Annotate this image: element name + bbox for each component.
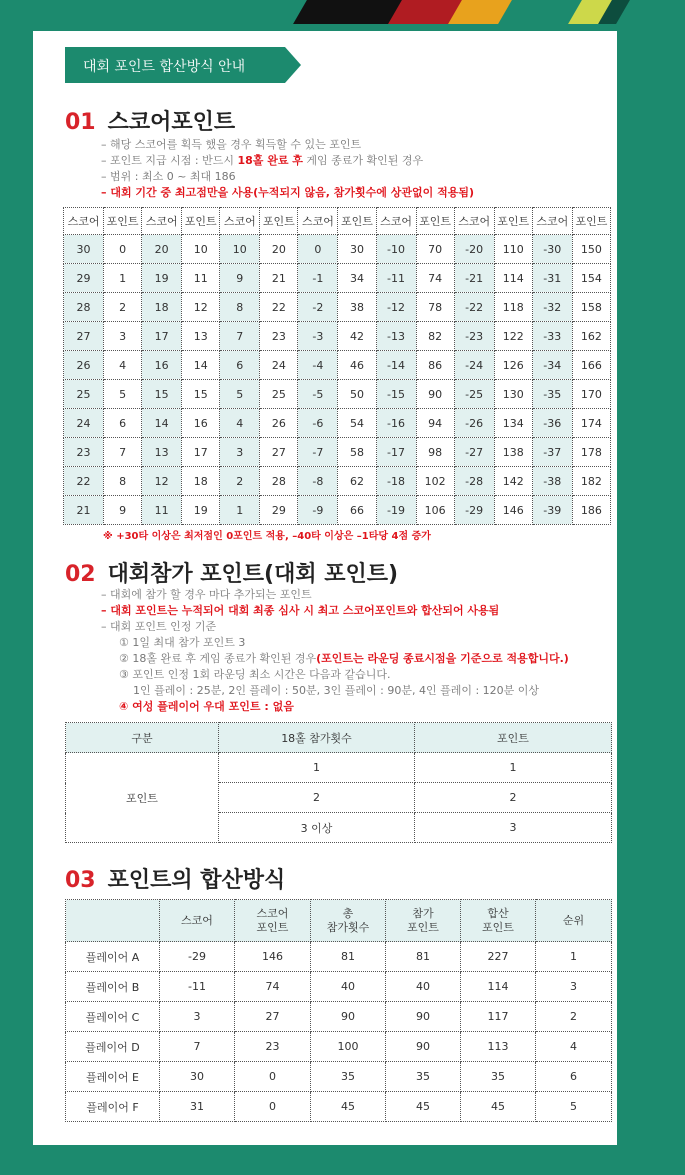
score-cell: -1 [298, 264, 338, 293]
score-cell: -39 [532, 496, 572, 525]
score-cell: 4 [220, 409, 260, 438]
score-cell: -21 [454, 264, 494, 293]
point-cell: 82 [416, 322, 454, 351]
point-cell: 106 [416, 496, 454, 525]
score-cell: -5 [298, 380, 338, 409]
criteria-item: ③ 포인트 인정 1회 라운딩 최소 시간은 다음과 같습니다. [119, 668, 391, 681]
column-header: 총 참가횟수 [311, 900, 386, 942]
point-cell: 6 [104, 409, 142, 438]
score-cell: -35 [532, 380, 572, 409]
table-cell: 117 [461, 1002, 536, 1032]
table-row [64, 438, 611, 467]
score-cell: -31 [532, 264, 572, 293]
note: – 대회 포인트 인정 기준 [101, 620, 217, 633]
table-cell: -11 [160, 972, 235, 1002]
table-cell: 1 [536, 942, 612, 972]
score-cell: -18 [376, 467, 416, 496]
score-cell: -30 [532, 235, 572, 264]
point-cell: 62 [338, 467, 376, 496]
point-cell: 118 [494, 293, 532, 322]
score-cell: 10 [220, 235, 260, 264]
table-cell: 40 [311, 972, 386, 1002]
page-banner [65, 47, 297, 83]
section1-title: 01 스코어포인트 [65, 110, 236, 135]
column-header-score: 스코어 [64, 208, 104, 235]
column-header: 순위 [536, 900, 612, 942]
score-cell: -32 [532, 293, 572, 322]
column-header: 포인트 [415, 723, 612, 753]
score-cell: 18 [142, 293, 182, 322]
table-cell: 227 [461, 942, 536, 972]
point-cell: 74 [416, 264, 454, 293]
point-cell: 66 [338, 496, 376, 525]
table-cell: 27 [235, 1002, 311, 1032]
score-cell: 8 [220, 293, 260, 322]
score-cell: 15 [142, 380, 182, 409]
column-header-point: 포인트 [182, 208, 220, 235]
point-cell: 174 [572, 409, 610, 438]
score-cell: 26 [64, 351, 104, 380]
player-name: 플레이어 C [66, 1002, 160, 1032]
table-row [64, 467, 611, 496]
point-cell: 8 [104, 467, 142, 496]
column-header-empty [66, 900, 160, 942]
score-cell: 11 [142, 496, 182, 525]
score-cell: 29 [64, 264, 104, 293]
score-cell: -37 [532, 438, 572, 467]
note-red: – 대회 기간 중 최고점만을 사용(누적되지 않음, 참가횟수에 상관없이 적용됨) [101, 186, 474, 199]
point-cell: 16 [182, 409, 220, 438]
column-header-point: 포인트 [104, 208, 142, 235]
table-cell: 81 [311, 942, 386, 972]
point-cell: 42 [338, 322, 376, 351]
point-cell: 29 [260, 496, 298, 525]
point-cell: 30 [338, 235, 376, 264]
point-cell: 27 [260, 438, 298, 467]
note: – 범위 : 최소 0 ~ 최대 186 [101, 170, 236, 183]
table-cell: 35 [311, 1062, 386, 1092]
table-cell: 35 [386, 1062, 461, 1092]
point-cell: 24 [260, 351, 298, 380]
column-header-score: 스코어 [220, 208, 260, 235]
score-cell: -19 [376, 496, 416, 525]
section2-title: 02 대회참가 포인트(대회 포인트) [65, 562, 399, 587]
score-cell: 14 [142, 409, 182, 438]
point-cell: 18 [182, 467, 220, 496]
table-cell: 146 [235, 942, 311, 972]
table-cell: 5 [536, 1092, 612, 1122]
table-row [66, 753, 612, 783]
point-cell: 50 [338, 380, 376, 409]
point-cell: 170 [572, 380, 610, 409]
table-row [64, 409, 611, 438]
table-cell: 1 [219, 753, 415, 783]
point-cell: 142 [494, 467, 532, 496]
point-cell: 11 [182, 264, 220, 293]
table-cell: 45 [311, 1092, 386, 1122]
table-cell: 100 [311, 1032, 386, 1062]
point-cell: 58 [338, 438, 376, 467]
content-panel [33, 31, 617, 1145]
table-row [64, 235, 611, 264]
score-cell: -4 [298, 351, 338, 380]
table-cell: 1 [415, 753, 612, 783]
table-row [66, 1002, 612, 1032]
score-cell: 20 [142, 235, 182, 264]
point-cell: 14 [182, 351, 220, 380]
table-cell: 0 [235, 1092, 311, 1122]
point-cell: 17 [182, 438, 220, 467]
score-cell: -6 [298, 409, 338, 438]
score-cell: 16 [142, 351, 182, 380]
point-cell: 3 [104, 322, 142, 351]
point-cell: 23 [260, 322, 298, 351]
point-cell: 90 [416, 380, 454, 409]
table-cell: 81 [386, 942, 461, 972]
note: – 포인트 지급 시점 : 반드시 18홀 완료 후 게임 종료가 확인된 경우 [101, 154, 424, 167]
criteria-item: ② 18홀 완료 후 게임 종료가 확인된 경우(포인트는 라운딩 종료시점을 기준으로 적용합니다.) [119, 652, 569, 665]
table-cell: 90 [386, 1032, 461, 1062]
score-cell: 12 [142, 467, 182, 496]
point-cell: 19 [182, 496, 220, 525]
table-cell: 114 [461, 972, 536, 1002]
point-cell: 182 [572, 467, 610, 496]
column-header-score: 스코어 [142, 208, 182, 235]
score-cell: -17 [376, 438, 416, 467]
score-cell: -15 [376, 380, 416, 409]
table-row [64, 496, 611, 525]
player-name: 플레이어 A [66, 942, 160, 972]
note-red: – 대회 포인트는 누적되어 대회 최종 심사 시 최고 스코어포인트와 합산되어 사용됨 [101, 604, 500, 617]
point-cell: 186 [572, 496, 610, 525]
player-name: 플레이어 E [66, 1062, 160, 1092]
top-decoration [0, 0, 685, 24]
score-cell: -20 [454, 235, 494, 264]
point-cell: 2 [104, 293, 142, 322]
score-cell: -22 [454, 293, 494, 322]
point-cell: 1 [104, 264, 142, 293]
point-cell: 178 [572, 438, 610, 467]
table-cell: 3 [415, 813, 612, 843]
table-cell: 31 [160, 1092, 235, 1122]
point-cell: 21 [260, 264, 298, 293]
table-row [64, 264, 611, 293]
table-row [66, 1092, 612, 1122]
column-header-point: 포인트 [338, 208, 376, 235]
table-cell: 6 [536, 1062, 612, 1092]
table-row [66, 942, 612, 972]
score-cell: 2 [220, 467, 260, 496]
table-cell: 3 [160, 1002, 235, 1032]
column-header-score: 스코어 [454, 208, 494, 235]
score-cell: 5 [220, 380, 260, 409]
point-cell: 158 [572, 293, 610, 322]
column-header-score: 스코어 [376, 208, 416, 235]
table-cell: 2 [536, 1002, 612, 1032]
score-cell: 0 [298, 235, 338, 264]
point-cell: 70 [416, 235, 454, 264]
score-cell: -26 [454, 409, 494, 438]
point-cell: 54 [338, 409, 376, 438]
point-cell: 0 [104, 235, 142, 264]
column-header: 참가 포인트 [386, 900, 461, 942]
point-cell: 78 [416, 293, 454, 322]
table-cell: 7 [160, 1032, 235, 1062]
point-cell: 4 [104, 351, 142, 380]
section3-title: 03 포인트의 합산방식 [65, 868, 286, 893]
table-cell: 2 [415, 783, 612, 813]
score-cell: 21 [64, 496, 104, 525]
player-name: 플레이어 B [66, 972, 160, 1002]
score-cell: 1 [220, 496, 260, 525]
point-cell: 114 [494, 264, 532, 293]
table-cell: 74 [235, 972, 311, 1002]
table-cell: 3 [536, 972, 612, 1002]
table-cell: 23 [235, 1032, 311, 1062]
table-row [66, 1032, 612, 1062]
table-cell: 45 [461, 1092, 536, 1122]
score-cell: 25 [64, 380, 104, 409]
score-cell: 6 [220, 351, 260, 380]
table-cell: 113 [461, 1032, 536, 1062]
score-cell: -8 [298, 467, 338, 496]
score-cell: -25 [454, 380, 494, 409]
column-header-point: 포인트 [260, 208, 298, 235]
score-footnote: ※ +30타 이상은 최저점인 0포인트 적용, –40타 이상은 –1타당 4점 증가 [103, 531, 431, 542]
score-point-table [63, 207, 611, 525]
point-cell: 28 [260, 467, 298, 496]
point-cell: 162 [572, 322, 610, 351]
column-header-point: 포인트 [416, 208, 454, 235]
column-header: 스코어 [160, 900, 235, 942]
column-header: 합산 포인트 [461, 900, 536, 942]
score-cell: -36 [532, 409, 572, 438]
banner-title: 대회 포인트 합산방식 안내 [83, 59, 246, 75]
point-cell: 138 [494, 438, 532, 467]
point-cell: 9 [104, 496, 142, 525]
point-cell: 5 [104, 380, 142, 409]
score-cell: 9 [220, 264, 260, 293]
point-cell: 130 [494, 380, 532, 409]
score-cell: -3 [298, 322, 338, 351]
point-cell: 46 [338, 351, 376, 380]
score-cell: 30 [64, 235, 104, 264]
score-cell: -9 [298, 496, 338, 525]
score-cell: 28 [64, 293, 104, 322]
table-row [64, 380, 611, 409]
point-cell: 10 [182, 235, 220, 264]
row-label: 포인트 [66, 753, 219, 843]
note: – 해당 스코어를 획득 했을 경우 획득할 수 있는 포인트 [101, 138, 362, 151]
point-cell: 122 [494, 322, 532, 351]
point-cell: 22 [260, 293, 298, 322]
table-cell: 0 [235, 1062, 311, 1092]
score-cell: -7 [298, 438, 338, 467]
table-cell: 3 이상 [219, 813, 415, 843]
column-header-point: 포인트 [494, 208, 532, 235]
score-cell: 13 [142, 438, 182, 467]
point-cell: 166 [572, 351, 610, 380]
score-cell: -13 [376, 322, 416, 351]
point-cell: 86 [416, 351, 454, 380]
score-cell: -29 [454, 496, 494, 525]
score-cell: 27 [64, 322, 104, 351]
score-cell: -12 [376, 293, 416, 322]
point-cell: 7 [104, 438, 142, 467]
table-row [64, 322, 611, 351]
point-cell: 146 [494, 496, 532, 525]
table-cell: 2 [219, 783, 415, 813]
score-cell: -38 [532, 467, 572, 496]
point-cell: 154 [572, 264, 610, 293]
score-cell: 17 [142, 322, 182, 351]
score-cell: -28 [454, 467, 494, 496]
table-row [66, 972, 612, 1002]
point-cell: 34 [338, 264, 376, 293]
score-cell: -14 [376, 351, 416, 380]
point-cell: 20 [260, 235, 298, 264]
point-cell: 102 [416, 467, 454, 496]
table-cell: 35 [461, 1062, 536, 1092]
column-header-score: 스코어 [532, 208, 572, 235]
point-cell: 110 [494, 235, 532, 264]
point-cell: 12 [182, 293, 220, 322]
score-cell: -10 [376, 235, 416, 264]
score-cell: 19 [142, 264, 182, 293]
table-cell: 45 [386, 1092, 461, 1122]
score-cell: -24 [454, 351, 494, 380]
table-cell: -29 [160, 942, 235, 972]
column-header-point: 포인트 [572, 208, 610, 235]
score-cell: -16 [376, 409, 416, 438]
criteria-detail: 1인 플레이 : 25분, 2인 플레이 : 50분, 3인 플레이 : 90분, 4인 플레이 : 120분 이상 [133, 684, 540, 697]
point-cell: 15 [182, 380, 220, 409]
table-cell: 90 [386, 1002, 461, 1032]
score-cell: 23 [64, 438, 104, 467]
note: – 대회에 참가 할 경우 마다 추가되는 포인트 [101, 588, 312, 601]
score-cell: -11 [376, 264, 416, 293]
point-cell: 13 [182, 322, 220, 351]
score-cell: -33 [532, 322, 572, 351]
point-cell: 134 [494, 409, 532, 438]
sum-method-table [65, 899, 612, 1122]
score-cell: 3 [220, 438, 260, 467]
score-cell: -2 [298, 293, 338, 322]
point-cell: 94 [416, 409, 454, 438]
table-cell: 4 [536, 1032, 612, 1062]
table-cell: 30 [160, 1062, 235, 1092]
column-header: 스코어 포인트 [235, 900, 311, 942]
score-cell: 7 [220, 322, 260, 351]
participation-point-table [65, 722, 612, 843]
score-cell: -34 [532, 351, 572, 380]
table-row [64, 351, 611, 380]
point-cell: 98 [416, 438, 454, 467]
score-cell: 24 [64, 409, 104, 438]
criteria-item: ① 1일 최대 참가 포인트 3 [119, 636, 246, 649]
table-cell: 40 [386, 972, 461, 1002]
point-cell: 25 [260, 380, 298, 409]
section1-notes [101, 137, 474, 201]
table-row [64, 293, 611, 322]
player-name: 플레이어 D [66, 1032, 160, 1062]
column-header-score: 스코어 [298, 208, 338, 235]
score-cell: 22 [64, 467, 104, 496]
criteria-item-red: ④ 여성 플레이어 우대 포인트 : 없음 [119, 700, 294, 713]
column-header: 18홀 참가횟수 [219, 723, 415, 753]
column-header: 구분 [66, 723, 219, 753]
table-cell: 90 [311, 1002, 386, 1032]
score-cell: -27 [454, 438, 494, 467]
point-cell: 126 [494, 351, 532, 380]
point-cell: 150 [572, 235, 610, 264]
point-cell: 26 [260, 409, 298, 438]
score-cell: -23 [454, 322, 494, 351]
point-cell: 38 [338, 293, 376, 322]
player-name: 플레이어 F [66, 1092, 160, 1122]
table-row [66, 1062, 612, 1092]
section2-notes [101, 587, 569, 715]
